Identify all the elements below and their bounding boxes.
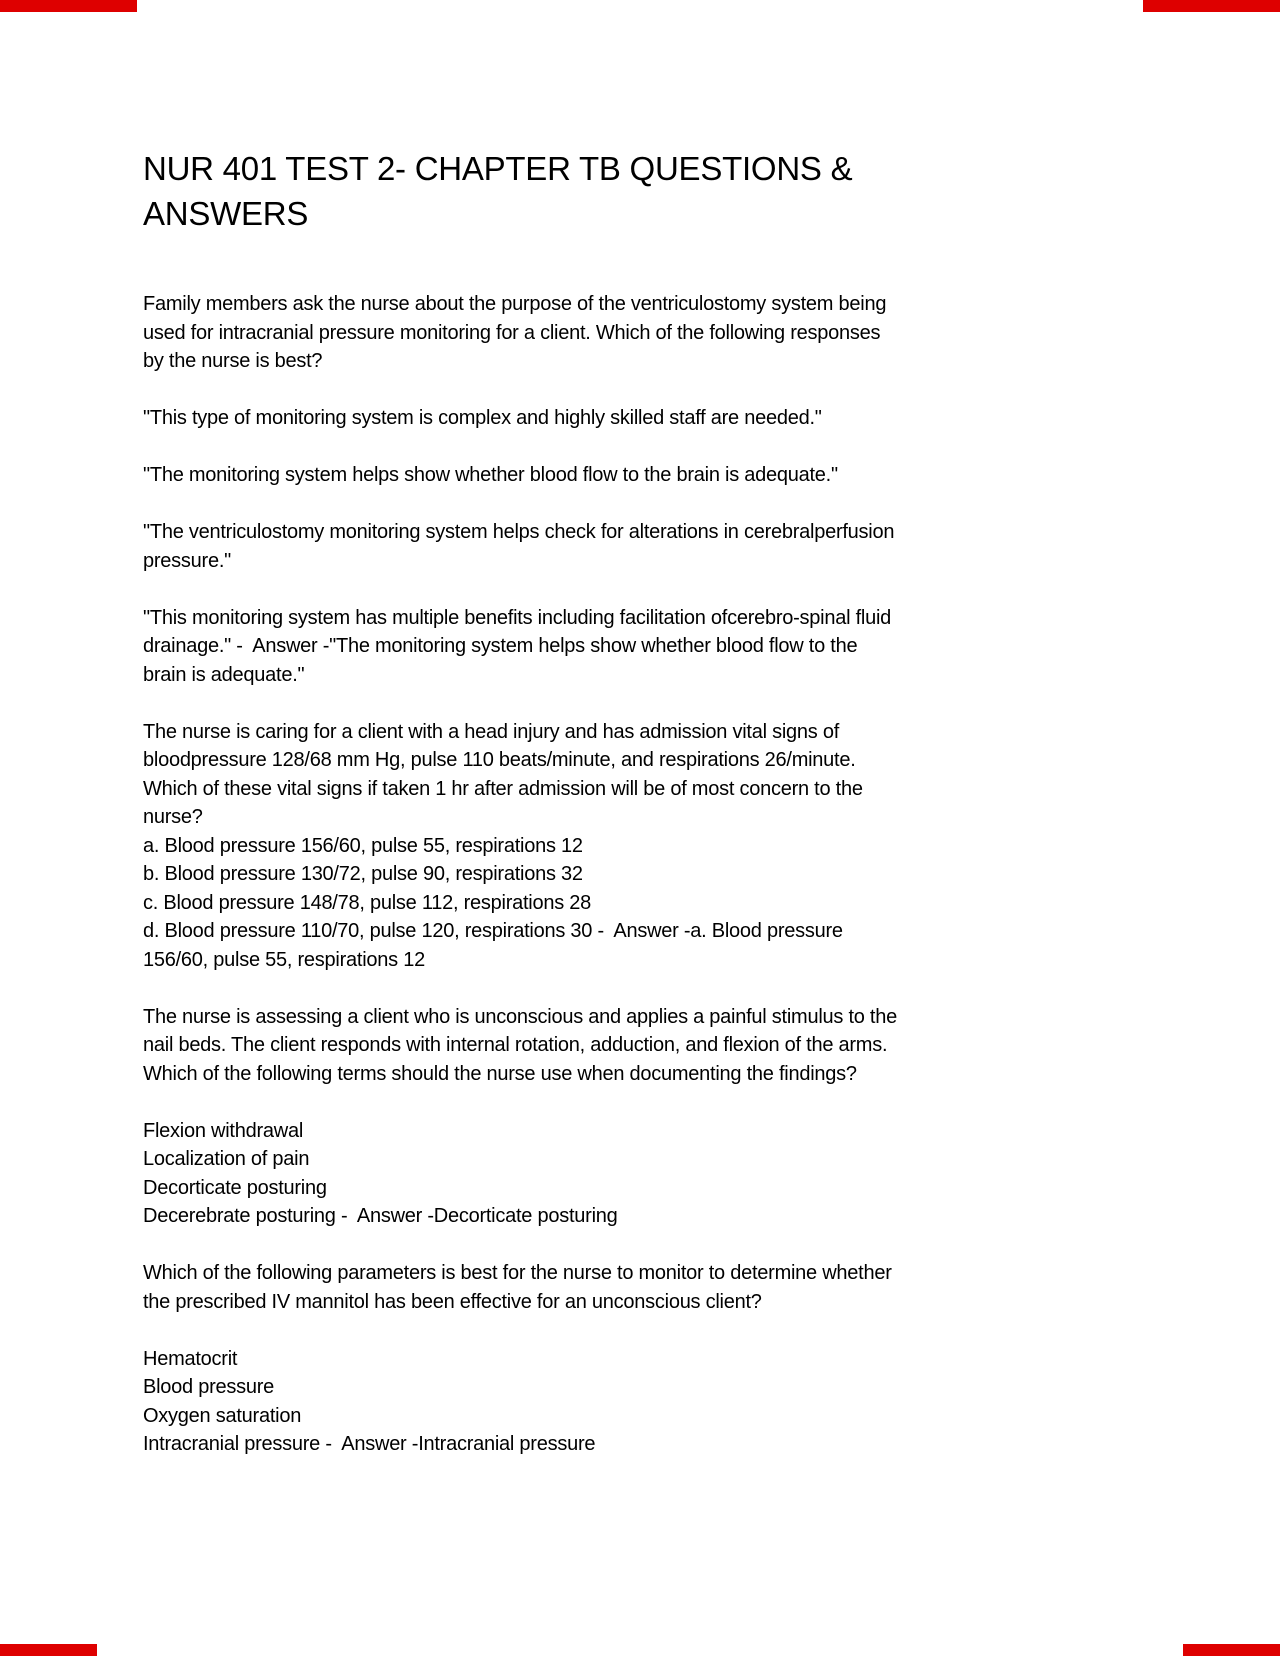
text-line: a. Blood pressure 156/60, pulse 55, respirations 12	[143, 834, 583, 857]
text-line: nurse?	[143, 806, 203, 828]
text-line: Decerebrate posturing - Answer -Decorticate posturing	[143, 1205, 618, 1227]
paragraph	[143, 404, 1180, 433]
text-line: drainage." - Answer -"The monitoring system helps show whether blood flow to the	[143, 635, 858, 657]
text-line: b. Blood pressure 130/72, pulse 90, respirations 32	[143, 863, 583, 885]
paragraph	[143, 461, 1180, 490]
text-line: Intracranial pressure - Answer -Intracranial pressure	[143, 1433, 596, 1455]
corner-mark-top-right	[1143, 0, 1280, 12]
paragraph	[143, 604, 1180, 690]
text-line: d. Blood pressure 110/70, pulse 120, respirations 30 - Answer -a. Blood pressure	[143, 920, 843, 942]
document-body	[143, 290, 1180, 1459]
paragraph	[143, 1345, 1180, 1459]
document-title	[143, 146, 1180, 236]
text-line: by the nurse is best?	[143, 350, 323, 372]
text-line: Which of the following parameters is best for the nurse to monitor to determine whether	[143, 1262, 892, 1284]
text-line: Decorticate posturing	[143, 1176, 327, 1199]
text-line: bloodpressure 128/68 mm Hg, pulse 110 beats/minute, and respirations 26/minute.	[143, 749, 856, 771]
paragraph	[143, 1259, 1180, 1316]
text-line: The nurse is caring for a client with a head injury and has admission vital signs of	[143, 720, 840, 743]
corner-mark-bottom-right	[1183, 1644, 1280, 1656]
text-line: Hematocrit	[143, 1347, 238, 1370]
text-line: Which of the following terms should the nurse use when documenting the findings?	[143, 1062, 857, 1085]
paragraph	[143, 718, 1180, 975]
text-line: nail beds. The client responds with internal rotation, adduction, and flexion of the arms.	[143, 1034, 888, 1056]
text-line: Family members ask the nurse about the purpose of the ventriculostomy system being	[143, 293, 887, 315]
text-line: pressure."	[143, 549, 231, 572]
text-line: "The monitoring system helps show whether blood flow to the brain is adequate."	[143, 464, 838, 486]
text-line: the prescribed IV mannitol has been effective for an unconscious client?	[143, 1290, 762, 1313]
text-line: Localization of pain	[143, 1148, 310, 1170]
text-line: c. Blood pressure 148/78, pulse 112, respirations 28	[143, 891, 592, 914]
corner-mark-top-left	[0, 0, 137, 12]
text-line: Which of these vital signs if taken 1 hr after admission will be of most concern to the	[143, 777, 863, 800]
text-line: The nurse is assessing a client who is unconscious and applies a painful stimulus to the	[143, 1005, 897, 1028]
text-line: "The ventriculostomy monitoring system helps check for alterations in cerebralperfusion	[143, 521, 895, 543]
text-line: brain is adequate."	[143, 663, 305, 686]
text-line: "This monitoring system has multiple benefits including facilitation ofcerebro-spinal fluid	[143, 606, 892, 629]
text-line: Oxygen saturation	[143, 1404, 302, 1427]
title-line: ANSWERS	[143, 195, 309, 232]
paragraph	[143, 1003, 1180, 1089]
text-line: Flexion withdrawal	[143, 1119, 304, 1142]
paragraph	[143, 518, 1180, 575]
text-line: "This type of monitoring system is complex and highly skilled staff are needed."	[143, 407, 822, 429]
paragraph	[143, 1117, 1180, 1231]
paragraph	[143, 290, 1180, 376]
text-line: Blood pressure	[143, 1376, 275, 1398]
corner-mark-bottom-left	[0, 1644, 97, 1656]
text-line: used for intracranial pressure monitoring for a client. Which of the following responses	[143, 321, 881, 344]
text-line: 156/60, pulse 55, respirations 12	[143, 948, 425, 971]
title-line: NUR 401 TEST 2- CHAPTER TB QUESTIONS &	[143, 150, 853, 187]
